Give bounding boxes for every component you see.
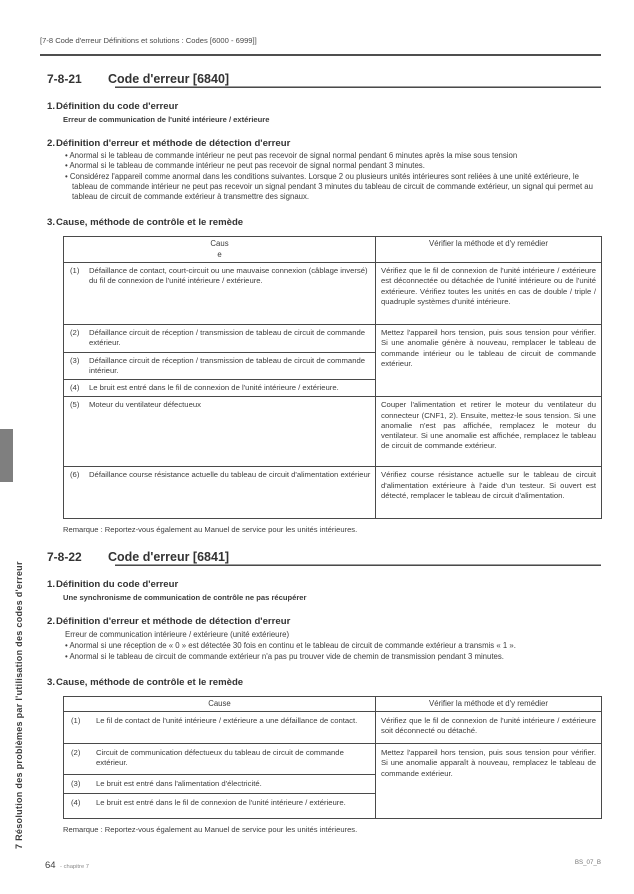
section-number: 7-8-21 bbox=[47, 72, 82, 86]
cause-remedy-table-6841 bbox=[63, 696, 602, 819]
remedy-cell: Mettez l'appareil hors tension, puis sous tension pour vérifier. Si une anomalie apparaît à nouveau, remplacez le tableau de commande extérieur. bbox=[376, 744, 602, 819]
table-row bbox=[64, 397, 602, 467]
table-header-row bbox=[64, 237, 602, 263]
cause-text: Défaillance de contact, court-circuit ou une mauvaise connexion (câblage inversé) du fil de connexion de l'unité intérieure / extérieure. bbox=[89, 266, 368, 286]
table-row bbox=[64, 744, 602, 775]
col-header-cause: Cause bbox=[64, 696, 376, 711]
cause-number: (3) bbox=[70, 355, 80, 365]
heading-detection bbox=[40, 138, 601, 149]
chapter-label: - chapitre 7 bbox=[60, 864, 90, 870]
cause-number: (6) bbox=[70, 470, 80, 480]
table-row bbox=[64, 467, 602, 519]
remedy-cell: Vérifiez course résistance actuelle sur le tableau de circuit d'alimentation extérieure à l'aide d'un testeur. Si ouvert est détecté, remplacer le tableau de circuit d'alimentation. bbox=[376, 467, 602, 519]
heading-number: 3. bbox=[47, 676, 56, 688]
cause-cell bbox=[64, 744, 376, 775]
remedy-cell: Couper l'alimentation et retirer le moteur du ventilateur du connecteur (CNF1, 2). Ensuite, mettez-le sous tension. Si une anomalie n'est pas affichée, remplacez le moteur du ventilateur. Si une anomalie est affichée, remplacez le tableau de circuit de commande extérieur. bbox=[376, 397, 602, 467]
cause-cell bbox=[64, 397, 376, 467]
cause-cell bbox=[64, 775, 376, 794]
cause-cell bbox=[64, 794, 376, 819]
col-header-cause-line1: Caus bbox=[210, 239, 229, 249]
col-header-cause-line2: e bbox=[217, 249, 222, 259]
heading-number: 1. bbox=[47, 101, 56, 112]
heading-text: Définition du code d'erreur bbox=[56, 579, 179, 591]
heading-cause-remedy bbox=[40, 677, 601, 688]
cause-text: Le fil de contact de l'unité intérieure / extérieure a une défaillance de contact. bbox=[96, 716, 358, 726]
chapter-vertical-title: 7 Résolution des problèmes par l'utilisation des codes d'erreur bbox=[14, 561, 24, 849]
heading-text: Définition d'erreur et méthode de détection d'erreur bbox=[56, 616, 291, 628]
heading-text: Cause, méthode de contrôle et le remède bbox=[56, 217, 244, 229]
heading-number: 2. bbox=[47, 138, 56, 149]
section-title: Code d'erreur [6840] bbox=[108, 72, 230, 86]
cause-number: (4) bbox=[70, 383, 80, 393]
cause-cell bbox=[64, 467, 376, 519]
col-header-remedy: Vérifier la méthode et d'y remédier bbox=[376, 696, 602, 711]
remedy-cell: Vérifiez que le fil de connexion de l'unité intérieure / extérieure soit déconnecté ou détaché. bbox=[376, 712, 602, 744]
definition-text: Une synchronisme de communication de contrôle ne pas récupérer bbox=[63, 593, 307, 603]
table-row bbox=[64, 325, 602, 352]
col-header-cause bbox=[64, 237, 376, 263]
cause-text: Défaillance circuit de réception / transmission de tableau de circuit de commande extérieur. bbox=[89, 328, 366, 348]
chapter-thumb-tab bbox=[0, 429, 13, 482]
col-header-remedy: Vérifier la méthode et d'y remédier bbox=[376, 237, 602, 263]
running-header: [7-8 Code d'erreur Définitions et solutions : Codes [6000 - 6999]] bbox=[40, 36, 257, 45]
remark-note: Remarque : Reportez-vous également au Manuel de service pour les unités intérieures. bbox=[63, 525, 358, 535]
cause-text: Le bruit est entré dans le fil de connexion de l'unité intérieure / extérieure. bbox=[96, 798, 346, 808]
bullet-item: • Anormal si le tableau de circuit de commande extérieur n'a pas pu trouver vide de chemin de transmission pendant 3 minutes. bbox=[65, 652, 601, 662]
definition-text: Erreur de communication de l'unité intérieure / extérieure bbox=[63, 115, 270, 124]
cause-remedy-table-6840 bbox=[63, 236, 602, 519]
page-number: 64 bbox=[45, 860, 56, 871]
header-rule bbox=[40, 54, 601, 56]
section-rule bbox=[115, 86, 601, 88]
heading-text: Définition du code d'erreur bbox=[56, 101, 179, 112]
table-header-row bbox=[64, 696, 602, 711]
detection-intro: Erreur de communication intérieure / extérieure (unité extérieure) bbox=[65, 630, 290, 640]
heading-detection bbox=[40, 616, 601, 627]
section-heading-7-8-21 bbox=[40, 72, 601, 86]
document-reference: BS_07_B bbox=[574, 859, 601, 866]
heading-definition-code bbox=[40, 101, 601, 112]
bullet-item: • Anormal si le tableau de commande intérieur ne peut pas recevoir de signal normal pendant 6 minutes après la mise sous tension bbox=[65, 151, 601, 161]
detection-bullets bbox=[65, 151, 601, 202]
cause-cell bbox=[64, 325, 376, 352]
cause-text: Le bruit est entré dans le fil de connexion de l'unité intérieure / extérieure. bbox=[89, 383, 339, 393]
cause-cell bbox=[64, 712, 376, 744]
cause-text: Circuit de communication défectueux du tableau de circuit de commande extérieur. bbox=[96, 748, 344, 768]
cause-text: Défaillance course résistance actuelle du tableau de circuit d'alimentation extérieur bbox=[89, 470, 371, 480]
cause-number: (1) bbox=[70, 266, 80, 276]
cause-number: (2) bbox=[70, 328, 80, 338]
cause-number: (3) bbox=[71, 779, 81, 789]
remedy-cell: Vérifiez que le fil de connexion de l'unité intérieure / extérieure est déconnectée ou détachée de l'unité intérieure ou de l'unité extérieure. Vérifiez toutes les unités en cas de double / triple / quadruple systèmes d'unité intérieure. bbox=[376, 263, 602, 325]
cause-cell bbox=[64, 263, 376, 325]
heading-text: Définition d'erreur et méthode de détection d'erreur bbox=[56, 138, 291, 149]
cause-cell bbox=[64, 380, 376, 397]
heading-cause-remedy bbox=[40, 217, 601, 228]
bullet-item: • Anormal si une réception de « 0 » est détectée 30 fois en continu et le tableau de circuit de commande extérieur a transmis « 1 ». bbox=[65, 641, 601, 651]
remedy-cell: Mettez l'appareil hors tension, puis sous tension pour vérifier. Si une anomalie génère à nouveau, remplacer le tableau de commande intérieur ou le tableau de circuit de commande extérieur. bbox=[376, 325, 602, 397]
heading-number: 2. bbox=[47, 616, 56, 628]
section-title: Code d'erreur [6841] bbox=[108, 550, 230, 565]
heading-number: 3. bbox=[47, 217, 56, 229]
section-number: 7-8-22 bbox=[47, 550, 82, 565]
cause-text: Le bruit est entré dans l'alimentation d'électricité. bbox=[96, 779, 262, 789]
heading-text: Cause, méthode de contrôle et le remède bbox=[56, 676, 244, 688]
cause-text: Moteur du ventilateur défectueux bbox=[89, 400, 201, 410]
table-row bbox=[64, 712, 602, 744]
bullet-item: • Anormal si le tableau de commande intérieur ne peut pas recevoir de signal normal pendant 3 minutes. bbox=[65, 161, 601, 171]
cause-number: (4) bbox=[71, 798, 81, 808]
section-heading-7-8-22 bbox=[40, 550, 601, 564]
footer-page-info bbox=[45, 855, 89, 873]
heading-definition-code bbox=[40, 579, 601, 590]
remark-note: Remarque : Reportez-vous également au Manuel de service pour les unités intérieures. bbox=[63, 825, 358, 835]
cause-number: (1) bbox=[71, 716, 81, 726]
table-row bbox=[64, 263, 602, 325]
cause-text: Défaillance circuit de réception / transmission de tableau de circuit de commande intérieur. bbox=[89, 355, 366, 375]
bullet-item: • Considérez l'appareil comme anormal dans les conditions suivantes. Lorsque 2 ou plusieurs unités intérieures sont reliées à une unité extérieure, le tableau de commande intérieur ne peut pas recevoir un signal pendant 3 minutes du tableau de circuit de commande extérieur, un signal qui permet au tableau de circuit de commande extérieur à transmettre des signaux. bbox=[65, 172, 601, 203]
page-content bbox=[40, 0, 601, 834]
section-rule bbox=[115, 564, 601, 566]
cause-number: (2) bbox=[71, 748, 81, 758]
cause-number: (5) bbox=[70, 400, 80, 410]
heading-number: 1. bbox=[47, 579, 56, 591]
cause-cell bbox=[64, 352, 376, 379]
detection-bullets bbox=[65, 641, 601, 662]
